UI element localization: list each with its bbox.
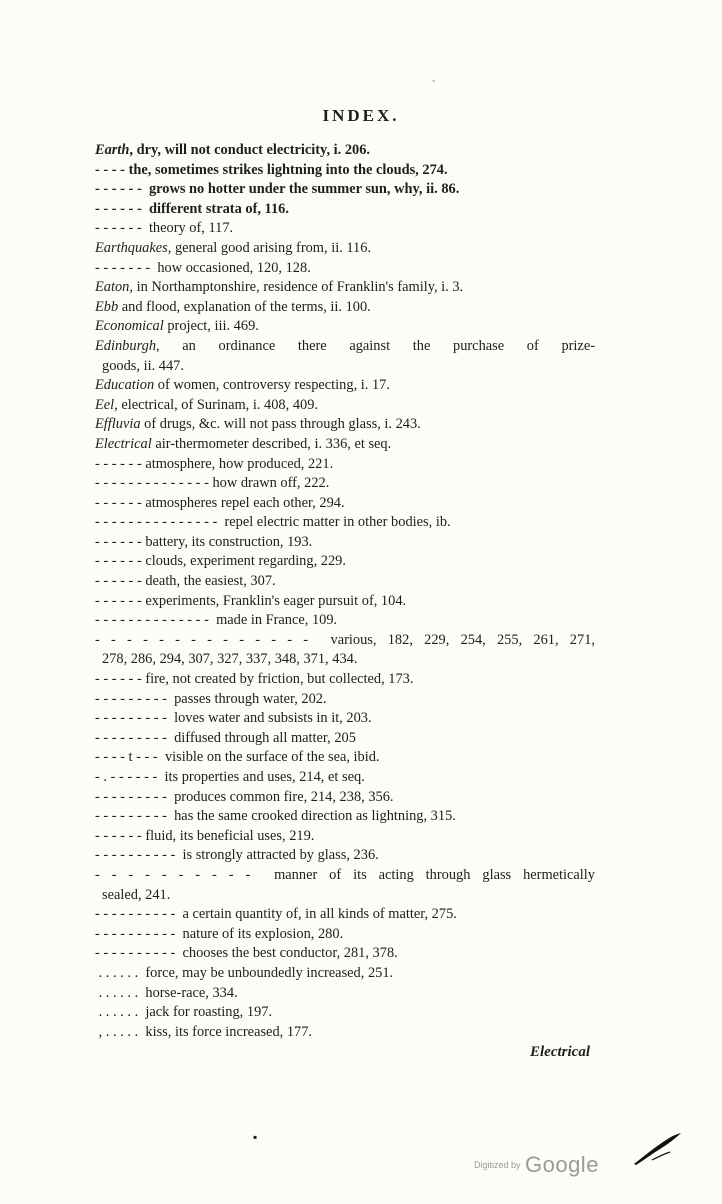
entry-leader: - . - - - - - - (95, 769, 165, 785)
entry-text: passes through water, 202. (174, 690, 327, 707)
entry-text: force, may be unboundedly increased, 251. (145, 964, 394, 981)
entry-text: , an ordinance there against the purchase of prize- (156, 337, 595, 354)
index-entry (95, 905, 595, 925)
entry-text: visible on the surface of the sea, ibid. (164, 749, 380, 766)
index-entry (95, 455, 595, 475)
index-entry (95, 709, 595, 729)
entry-text: grows no hotter under the summer sun, why, ii. 86. (148, 181, 460, 198)
index-entry (95, 552, 595, 572)
entry-leader: - - - - - - - - - - (95, 866, 275, 883)
entry-text: clouds, experiment regarding, 229. (145, 553, 346, 570)
entry-leader: , . . . . . (95, 1023, 146, 1040)
entry-text: theory of, 117. (148, 220, 234, 237)
entry-leader: - - - - - - - - - (95, 788, 175, 805)
index-entry (95, 650, 595, 670)
index-entry (95, 337, 595, 357)
entry-text: , general good arising from, ii. 116. (167, 239, 372, 256)
entry-term: Eel (95, 396, 115, 413)
entry-leader: - - - - - - - - - - - - - - (95, 475, 213, 492)
index-entry (95, 357, 595, 377)
index-entry (95, 925, 595, 945)
entry-text: fluid, its beneficial uses, 219. (145, 827, 315, 844)
entry-text: , in Northamptonshire, residence of Franklin's family, i. 3. (129, 279, 464, 296)
entry-leader: - - - - - - - - - - (95, 906, 183, 923)
entry-text: battery, its construction, 193. (145, 533, 313, 550)
index-entry (95, 748, 595, 768)
entry-text: , electrical, of Surinam, i. 408, 409. (114, 396, 319, 413)
entry-text: manner of its acting through glass hermetically (274, 866, 596, 883)
entry-leader: - - - - - - (95, 573, 146, 590)
entry-text: how occasioned, 120, 128. (157, 259, 311, 276)
entry-text: of drugs, &c. will not pass through glass, i. 243. (140, 416, 421, 433)
entry-text: goods, ii. 447. (102, 357, 184, 374)
entry-text: is strongly attracted by glass, 236. (182, 847, 379, 864)
index-entry (95, 494, 595, 514)
index-entry (95, 513, 595, 533)
entry-leader: - - - - - - (95, 671, 146, 688)
index-entry (95, 415, 595, 435)
entry-term: Electrical (95, 435, 152, 452)
entry-leader: - - - - - - - - - - - - - - (95, 612, 217, 629)
entry-text: atmosphere, how produced, 221. (145, 455, 334, 472)
index-entry (95, 376, 595, 396)
index-entry (95, 239, 595, 259)
entry-text: various, 182, 229, 254, 255, 261, 271, (330, 631, 595, 648)
print-dot: ▪ (253, 1130, 258, 1144)
entry-text: nature of its explosion, 280. (182, 925, 344, 942)
entry-leader: - - - - - - - (95, 259, 158, 276)
index-entry (95, 278, 595, 298)
index-entry (95, 180, 595, 200)
index-entry (95, 866, 595, 886)
entry-leader: - - - - (95, 161, 129, 178)
entry-text: jack for roasting, 197. (145, 1004, 273, 1021)
entry-leader: - - - - - - (95, 494, 146, 511)
entry-leader: - - - - - - - - - (95, 690, 175, 707)
digitized-badge (474, 1152, 599, 1178)
entry-leader: - - - - - - - - - (95, 729, 175, 746)
index-entry (95, 944, 595, 964)
entry-leader: - - - - - - (95, 533, 146, 550)
entry-text: loves water and subsists in it, 203. (174, 710, 372, 727)
entry-leader: - - - - - - (95, 553, 146, 570)
entry-leader: . . . . . . (95, 1004, 146, 1021)
entry-text: and flood, explanation of the terms, ii. 100. (118, 298, 371, 315)
index-entries (95, 141, 595, 1042)
entry-term: Economical (95, 318, 164, 335)
index-entry (95, 631, 595, 651)
entry-leader: - - - - - - - - - (95, 808, 175, 825)
index-entry (95, 690, 595, 710)
index-entry (95, 670, 595, 690)
entry-leader: . . . . . . (95, 984, 146, 1001)
index-entry (95, 533, 595, 553)
entry-text: 278, 286, 294, 307, 327, 337, 348, 371, 434. (102, 651, 358, 668)
ink-flourish (632, 1130, 682, 1168)
badge-brand: Google (524, 1152, 599, 1177)
index-entry (95, 807, 595, 827)
entry-leader: - - - - - - (95, 455, 146, 472)
entry-text: produces common fire, 214, 238, 356. (174, 788, 394, 805)
badge-prefix: Digitized by (474, 1160, 521, 1170)
entry-leader: - - - - - - (95, 827, 146, 844)
index-entry (95, 768, 595, 788)
index-entry (95, 592, 595, 612)
entry-term: Education (95, 377, 155, 394)
page-heading: INDEX. (322, 106, 400, 125)
index-entry (95, 1023, 595, 1043)
entry-text: repel electric matter in other bodies, ib. (224, 514, 451, 531)
index-entry (95, 298, 595, 318)
print-mark: ˋ (432, 80, 436, 91)
entry-leader: - - - - - - - - - - - - - - (95, 631, 331, 648)
index-entry (95, 141, 595, 161)
entry-text: chooses the best conductor, 281, 378. (182, 945, 398, 962)
index-entry (95, 984, 595, 1004)
entry-term: Earthquakes (95, 239, 168, 256)
entry-term: Earth (95, 142, 130, 158)
entry-leader: - - - - - - - - - - - - - - - (95, 514, 225, 531)
entry-leader: - - - - - - - - - - (95, 847, 183, 864)
entry-text: diffused through all matter, 205 (174, 729, 356, 746)
entry-text: of women, controversy respecting, i. 17. (154, 377, 390, 394)
entry-leader: - - - - - - (95, 592, 146, 609)
index-entry (95, 396, 595, 416)
entry-leader: - - - - - - (95, 220, 149, 237)
entry-text: experiments, Franklin's eager pursuit of, 104. (145, 592, 407, 609)
entry-leader: - - - - t - - - (95, 749, 165, 766)
entry-term: Edinburgh (95, 337, 157, 354)
entry-text: its properties and uses, 214, et seq. (164, 769, 365, 785)
index-entry (95, 846, 595, 866)
entry-text: fire, not created by friction, but collected, 173. (145, 671, 414, 688)
entry-text: a certain quantity of, in all kinds of matter, 275. (182, 906, 457, 923)
index-entry (95, 317, 595, 337)
catchword: Electrical (530, 1044, 590, 1060)
entry-term: Eaton (95, 279, 130, 296)
index-entry (95, 827, 595, 847)
entry-text: how drawn off, 222. (212, 475, 330, 492)
index-entry (95, 1003, 595, 1023)
index-entry (95, 219, 595, 239)
entry-text: death, the easiest, 307. (145, 573, 276, 590)
index-entry (95, 729, 595, 749)
entry-leader: - - - - - - (95, 181, 149, 198)
entry-text: project, iii. 469. (163, 318, 259, 335)
index-entry (95, 886, 595, 906)
entry-text: horse-race, 334. (145, 984, 238, 1001)
index-entry (95, 474, 595, 494)
index-entry (95, 788, 595, 808)
entry-text: sealed, 241. (102, 886, 171, 903)
entry-text: the, sometimes strikes lightning into the clouds, 274. (128, 161, 448, 178)
entry-term: Ebb (95, 298, 119, 315)
entry-text: atmospheres repel each other, 294. (145, 494, 345, 511)
entry-leader: - - - - - - - - - - (95, 945, 183, 962)
index-entry (95, 161, 595, 181)
entry-text: has the same crooked direction as lightning, 315. (174, 808, 456, 825)
entry-text: , dry, will not conduct electricity, i. 206. (129, 142, 371, 158)
entry-leader: - - - - - - (95, 200, 149, 217)
index-entry (95, 259, 595, 279)
entry-leader: - - - - - - - - - (95, 710, 175, 727)
index-entry (95, 964, 595, 984)
index-entry (95, 200, 595, 220)
index-entry (95, 611, 595, 631)
entry-text: kiss, its force increased, 177. (145, 1023, 313, 1040)
entry-term: Effluvia (95, 416, 141, 433)
entry-text: different strata of, 116. (148, 200, 289, 217)
index-entry (95, 572, 595, 592)
entry-leader: - - - - - - - - - - (95, 925, 183, 942)
entry-text: air-thermometer described, i. 336, et seq. (151, 435, 392, 452)
entry-leader: . . . . . . (95, 964, 146, 981)
entry-text: made in France, 109. (216, 612, 338, 629)
index-entry (95, 435, 595, 455)
